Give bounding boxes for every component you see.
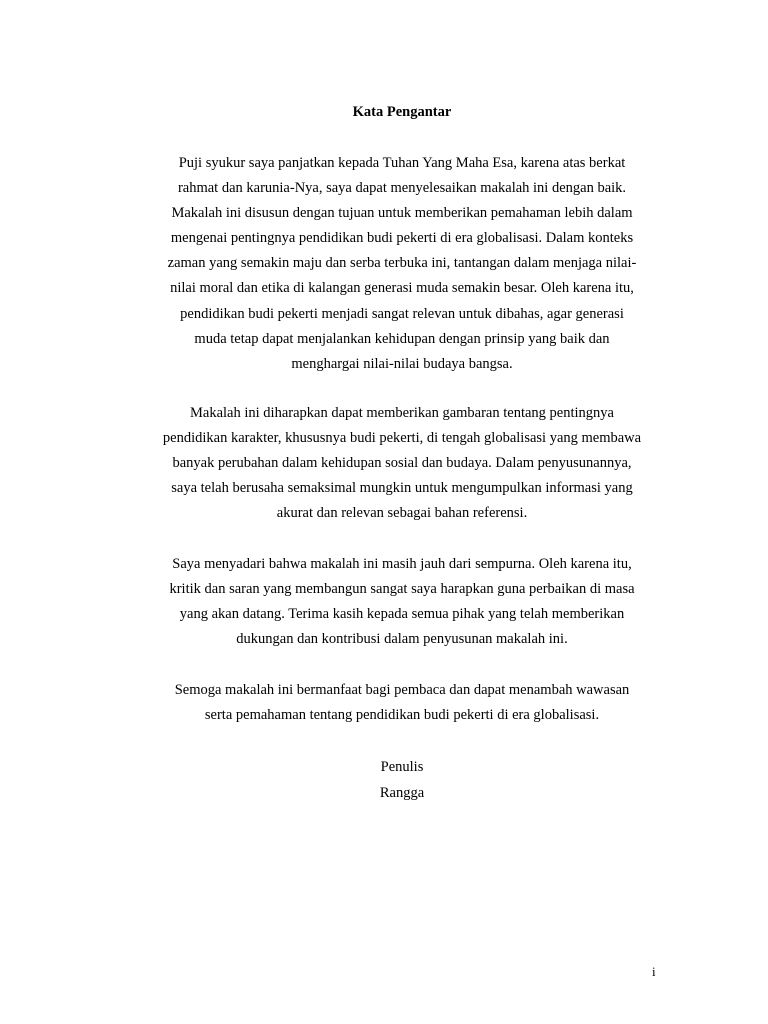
text-line: muda tetap dapat menjalankan kehidupan dengan prinsip yang baik dan — [194, 330, 610, 347]
text-line: kritik dan saran yang membangun sangat saya harapkan guna perbaikan di masa — [169, 581, 635, 598]
text-line: rahmat dan karunia-Nya, saya dapat menyelesaikan makalah ini dengan baik. — [177, 180, 627, 197]
text-line: Makalah ini disusun dengan tujuan untuk memberikan pemahaman lebih dalam — [171, 205, 633, 222]
text-line: Saya menyadari bahwa makalah ini masih jauh dari sempurna. Oleh karena itu, — [172, 556, 632, 572]
text-line: menghargai nilai-nilai budaya bangsa. — [291, 355, 513, 372]
text-line: pendidikan karakter, khususnya budi pekerti, di tengah globalisasi yang membawa — [162, 430, 642, 447]
text-line: Makalah ini diharapkan dapat memberikan gambaran tentang pentingnya — [190, 405, 614, 421]
text-line: serta pemahaman tentang pendidikan budi pekerti di era globalisasi. — [204, 707, 600, 724]
text-line: dukungan dan kontribusi dalam penyusunan makalah ini. — [236, 631, 568, 648]
text-line: saya telah berusaha semaksimal mungkin untuk mengumpulkan informasi yang — [171, 480, 633, 497]
text-line: yang akan datang. Terima kasih kepada semua pihak yang telah memberikan — [179, 606, 625, 623]
text-line: nilai moral dan etika di kalangan generasi muda semakin besar. Oleh karena itu, — [170, 280, 634, 297]
text-line: Semoga makalah ini bermanfaat bagi pembaca dan dapat menambah wawasan — [174, 682, 630, 698]
signature-block — [0, 755, 768, 806]
text-line: banyak perubahan dalam kehidupan sosial dan budaya. Dalam penyusunannya, — [172, 455, 632, 472]
text-line: mengenai pentingnya pendidikan budi pekerti di era globalisasi. Dalam konteks — [170, 230, 634, 247]
page-title: Kata Pengantar — [352, 104, 452, 120]
text-line: zaman yang semakin maju dan serba terbuka ini, tantangan dalam menjaga nilai- — [167, 255, 637, 272]
signature-name: Rangga — [379, 784, 425, 801]
paragraph-3 — [140, 552, 664, 652]
text-line: Puji syukur saya panjatkan kepada Tuhan Yang Maha Esa, karena atas berkat — [178, 155, 626, 171]
signature-role: Penulis — [380, 759, 424, 775]
paragraph-1 — [140, 151, 664, 377]
page-number: i — [652, 964, 656, 979]
paragraph-2 — [140, 401, 664, 526]
paragraph-4 — [140, 678, 664, 728]
text-line: akurat dan relevan sebagai bahan referensi. — [276, 505, 528, 522]
text-line: pendidikan budi pekerti menjadi sangat relevan untuk dibahas, agar generasi — [180, 305, 624, 322]
